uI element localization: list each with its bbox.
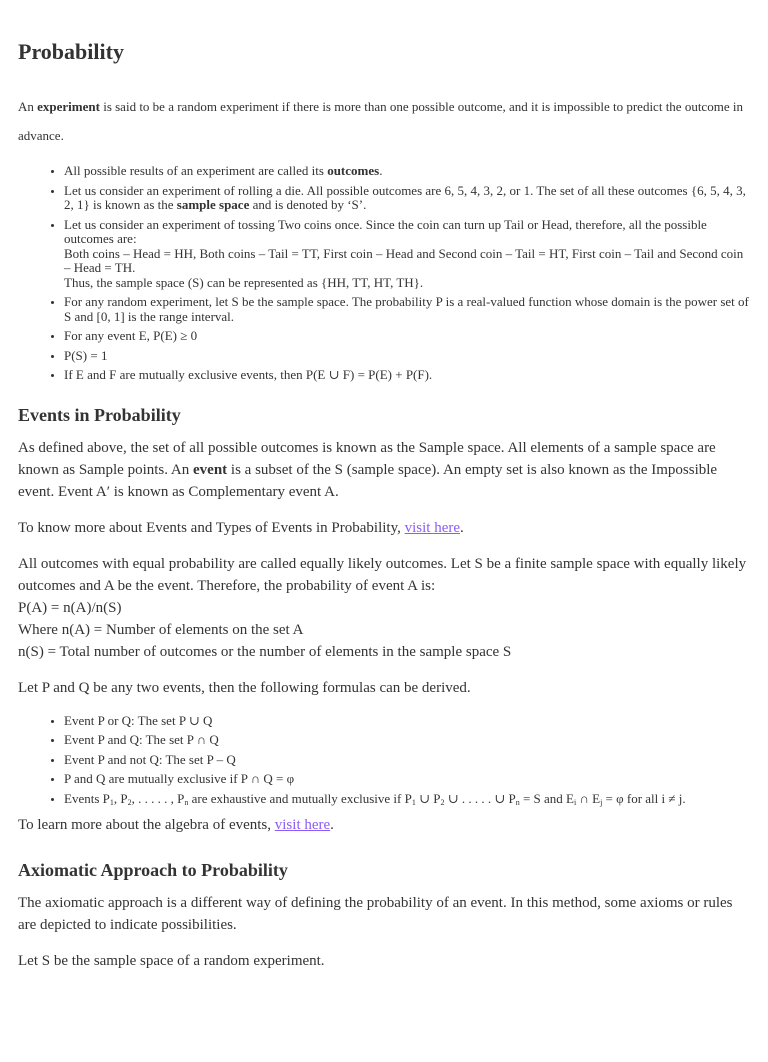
list-item-sample-space <box>64 184 750 213</box>
list-item-axiom-sample-space: • P(S) = 1 <box>64 349 750 364</box>
definitions-list <box>18 164 750 383</box>
events-paragraph-1 <box>18 437 750 503</box>
subscript: n <box>184 797 189 807</box>
article <box>0 38 768 972</box>
list-item-text: Let us consider an experiment of rolling a die. All possible outcomes are 6, 5, 4, 3, 2, or 1. The set of all these outcomes {6, 5, 4, 3, 2, 1} is known as the <box>64 182 746 212</box>
list-item-line: • Let us consider an experiment of tossing Two coins once. Since the coin can turn up Tail or Head, therefore, all the possible outcomes are: <box>64 216 707 246</box>
list-item-axiom-nonnegative: • For any event E, P(E) ≥ 0 <box>64 329 750 344</box>
paragraph-line: Where n(A) = Number of elements on the set A <box>18 621 304 638</box>
event-formulas-list <box>18 713 750 810</box>
paragraph-line: n(S) = Total number of outcomes or the number of elements in the sample space S <box>18 643 512 660</box>
list-item-text: Events P <box>64 790 110 806</box>
list-item-union: • Event P or Q: The set P ∪ Q <box>64 713 750 728</box>
paragraph-text: To learn more about the algebra of events, <box>18 817 275 833</box>
list-item-bold: outcomes <box>327 163 380 178</box>
subscript: 2 <box>440 797 445 807</box>
intro-post: is said to be a random experiment if there is more than one possible outcome, and it is impossible to predict the outcome in advance. <box>18 99 743 143</box>
paragraph-text: . <box>460 519 464 536</box>
list-item-probability-function: • For any random experiment, let S be the sample space. The probability P is a real-valued function whose domain is the power set of S and [0, 1] is the range interval. <box>64 295 750 324</box>
paragraph-bold: event <box>193 461 228 478</box>
list-item-text: ∩ E <box>576 790 601 806</box>
section-heading-events: Events in Probability <box>18 404 181 425</box>
list-item-text: and is denoted by ‘S’. <box>249 197 367 212</box>
events-paragraph-3 <box>18 553 750 663</box>
list-item-mutually-exclusive: • P and Q are mutually exclusive if P ∩ Q = φ <box>64 771 750 786</box>
events-paragraph-2 <box>18 517 750 539</box>
visit-here-link-events[interactable]: visit here <box>404 519 461 536</box>
list-item-axiom-mutually-exclusive: • If E and F are mutually exclusive events, then P(E ∪ F) = P(E) + P(F). <box>64 368 750 383</box>
list-item-text: ∪ . . . . . ∪ P <box>444 790 516 806</box>
subscript: n <box>515 797 520 807</box>
visit-here-link-algebra[interactable]: visit here <box>274 817 331 833</box>
list-item-difference: • Event P and not Q: The set P – Q <box>64 752 750 767</box>
paragraph-text: To know more about Events and Types of Events in Probability, <box>18 519 405 536</box>
intro-bold-experiment: experiment <box>37 99 100 114</box>
list-item-coin-toss <box>64 218 750 291</box>
axiomatic-paragraph-1: The axiomatic approach is a different way of defining the probability of an event. In this method, some axioms or rules are depicted to indicate possibilities. <box>18 895 733 933</box>
paragraph-text: As defined above, the set of all possible outcomes is known as the Sample space. All elements of a sample space are known as Sample points. An <box>18 439 716 478</box>
list-item-intersection: • Event P and Q: The set P ∩ Q <box>64 732 750 747</box>
paragraph-line: All outcomes with equal probability are called equally likely outcomes. Let S be a finite sample space with equally likely outcomes and A be the event. Therefore, the probability of event A is: <box>18 555 747 594</box>
formula-line: P(A) = n(A)/n(S) <box>18 599 122 616</box>
intro-pre: An <box>18 99 38 114</box>
list-item-line: Thus, the sample space (S) can be represented as {HH, TT, HT, TH}. <box>64 274 424 290</box>
subscript: 1 <box>109 797 114 807</box>
list-item-text: ∪ P <box>415 790 441 806</box>
page-title: Probability <box>18 39 124 64</box>
paragraph-text: . <box>330 817 334 833</box>
list-item-text: , . . . . . , P <box>131 790 185 806</box>
list-item-line: Both coins – Head = HH, Both coins – Tail = TT, First coin – Head and Second coin – Tail = HT, First coin – Tail and Second coin – Head = TH. <box>64 245 744 275</box>
paragraph-text: is a subset of the S (sample space). An empty set is also known as the Impossible event. Event A′ is known as Complementary event A. <box>18 461 718 500</box>
list-item-text: are exhaustive and mutually exclusive if P <box>188 790 412 806</box>
subscript: 1 <box>411 797 416 807</box>
list-item-text: , P <box>113 790 128 806</box>
list-item-text: All possible results of an experiment are called its <box>64 163 328 178</box>
subscript: 2 <box>127 797 132 807</box>
section-heading-axiomatic: Axiomatic Approach to Probability <box>18 860 288 880</box>
list-item-text: = φ for all i ≠ j. <box>602 790 686 806</box>
list-item-text: . <box>379 163 383 178</box>
subscript: j <box>600 797 603 807</box>
list-item-outcomes <box>64 164 750 179</box>
list-item-bold: sample space <box>176 197 250 212</box>
events-paragraph-5 <box>18 814 750 836</box>
list-item-text: = S and E <box>519 790 574 806</box>
axiomatic-paragraph-2: Let S be the sample space of a random experiment. <box>18 953 325 969</box>
list-item-exhaustive <box>64 791 750 810</box>
subscript: i <box>573 797 577 807</box>
intro-paragraph <box>18 92 750 150</box>
events-paragraph-4: Let P and Q be any two events, then the following formulas can be derived. <box>18 679 471 696</box>
